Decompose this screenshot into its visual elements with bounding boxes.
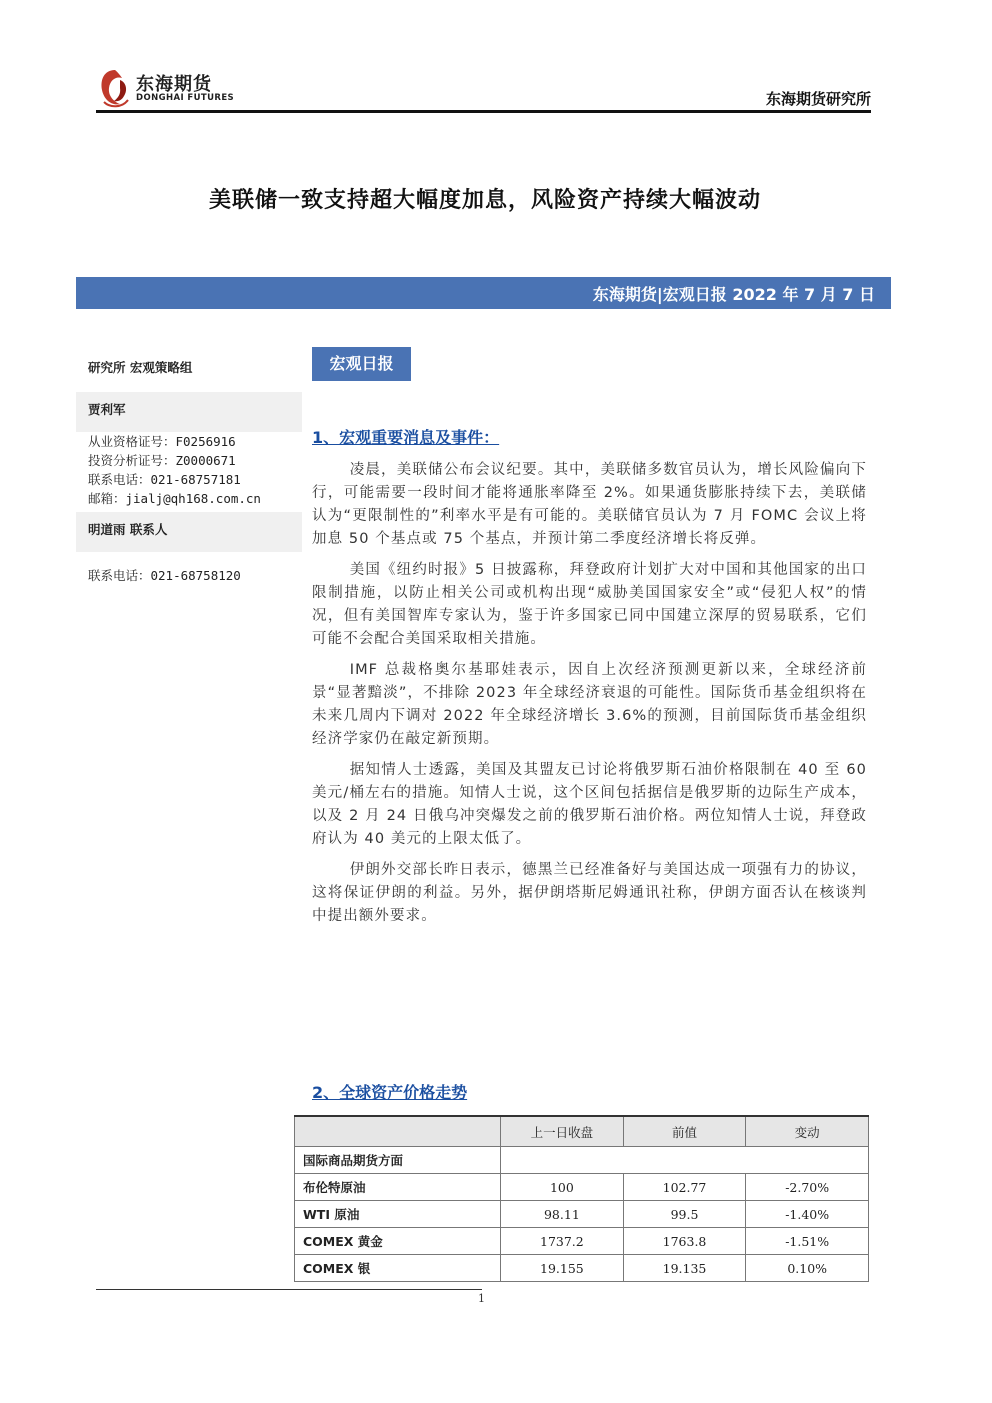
change: 0.10%	[746, 1255, 869, 1282]
prev-close: 98.11	[501, 1201, 624, 1228]
table-header-cell	[295, 1116, 501, 1147]
change: -1.51%	[746, 1228, 869, 1255]
paragraph: IMF 总裁格奥尔基耶娃表示，因自上次经济预测更新以来，全球经济前景“显著黯淡”，不排除 2023 年全球经济衰退的可能性。国际货币基金组织将在未来几周内下调对 2022 年全球经济增长 3.6%的预测，目前国际货币基金组织经济学家仍在敲定新预期。	[312, 662, 867, 747]
sidebar	[76, 356, 302, 585]
asset-name: COMEX 黄金	[295, 1228, 501, 1255]
asset-name: 布伦特原油	[295, 1174, 501, 1201]
section-heading-prices: 2、全球资产价格走势	[312, 1083, 468, 1102]
analyst-invest-cert: 投资分析证号：Z0000671	[88, 453, 236, 468]
sidebar-dept: 研究所 宏观策略组	[88, 360, 193, 375]
table-header-cell: 变动	[746, 1116, 869, 1147]
contact-phone: 联系电话：021-68758120	[88, 568, 241, 583]
table-row	[295, 1228, 869, 1255]
table-group-label: 国际商品期货方面	[295, 1147, 501, 1174]
section-heading-events: 1、宏观重要消息及事件：	[312, 428, 500, 447]
prior-value: 99.5	[623, 1201, 746, 1228]
asset-name: WTI 原油	[295, 1201, 501, 1228]
analyst-phone: 联系电话：021-68757181	[88, 472, 241, 487]
company-logo	[96, 66, 236, 110]
banner-text: 东海期货|宏观日报 2022 年 7 月 7 日	[592, 285, 875, 304]
header-rule	[96, 110, 871, 113]
table-header-cell: 上一日收盘	[501, 1116, 624, 1147]
paragraph: 伊朗外交部长昨日表示，德黑兰已经准备好与美国达成一项强有力的协议，这将保证伊朗的利益。另外，据伊朗塔斯尼姆通讯社称，伊朗方面否认在核谈判中提出额外要求。	[312, 862, 867, 924]
analyst-details	[76, 432, 302, 508]
change: -2.70%	[746, 1174, 869, 1201]
dragon-logo-icon	[96, 66, 134, 110]
contact-name-box	[76, 512, 302, 552]
table-row	[295, 1255, 869, 1282]
prev-close: 1737.2	[501, 1228, 624, 1255]
table-row	[295, 1174, 869, 1201]
asset-price-table	[294, 1115, 869, 1282]
analyst-cert: 从业资格证号：F0256916	[88, 434, 236, 449]
logo-english-name: DONGHAI FUTURES	[136, 93, 235, 103]
prior-value: 102.77	[623, 1174, 746, 1201]
prev-close: 100	[501, 1174, 624, 1201]
report-title: 美联储一致支持超大幅度加息，风险资产持续大幅波动	[208, 188, 761, 213]
table-header-row	[295, 1116, 869, 1147]
asset-name: COMEX 银	[295, 1255, 501, 1282]
footer-rule	[96, 1289, 482, 1290]
table-group-row	[295, 1147, 869, 1174]
paragraph: 凌晨，美联储公布会议纪要。其中，美联储多数官员认为，增长风险偏向下行，可能需要一段时间才能将通胀率降至 2%。如果通货膨胀持续下去，美联储认为“更限制性的”利率水平是有可能的。美联储官员认为 7 月 FOMC 会议上将加息 50 个基点或 75 个基点，并预计第二季度经济增长将反弹。	[312, 462, 867, 547]
events-body	[312, 459, 867, 936]
institute-name: 东海期货研究所	[765, 90, 871, 108]
table-row	[295, 1201, 869, 1228]
prior-value: 19.135	[623, 1255, 746, 1282]
analyst-name-box	[76, 392, 302, 432]
prior-value: 1763.8	[623, 1228, 746, 1255]
page-number: 1	[478, 1292, 485, 1305]
report-banner	[76, 277, 891, 309]
table-header-cell: 前值	[623, 1116, 746, 1147]
paragraph: 美国《纽约时报》5 日披露称，拜登政府计划扩大对中国和其他国家的出口限制措施，以防止相关公司或机构出现“威胁美国国家安全”或“侵犯人权”的情况，但有美国智库专家认为，鉴于许多国家已同中国建立深厚的贸易联系，它们可能不会配合美国采取相关措施。	[312, 562, 867, 647]
table-group-empty	[501, 1147, 869, 1174]
change: -1.40%	[746, 1201, 869, 1228]
prev-close: 19.155	[501, 1255, 624, 1282]
contact-name: 明道雨 联系人	[88, 522, 168, 537]
logo-chinese-name: 东海期货	[136, 74, 212, 95]
analyst-email[interactable]: 邮箱：jialj@qh168.com.cn	[88, 491, 261, 506]
report-type-tag: 宏观日报	[312, 347, 411, 381]
paragraph: 据知情人士透露，美国及其盟友已讨论将俄罗斯石油价格限制在 40 至 60 美元/桶左右的措施。知情人士说，这个区间包括据信是俄罗斯的边际生产成本，以及 2 月 24 日俄乌冲突爆发之前的俄罗斯石油价格。两位知情人士说，拜登政府认为 40 美元的上限太低了。	[312, 762, 867, 847]
analyst-name: 贾利军	[88, 402, 126, 417]
